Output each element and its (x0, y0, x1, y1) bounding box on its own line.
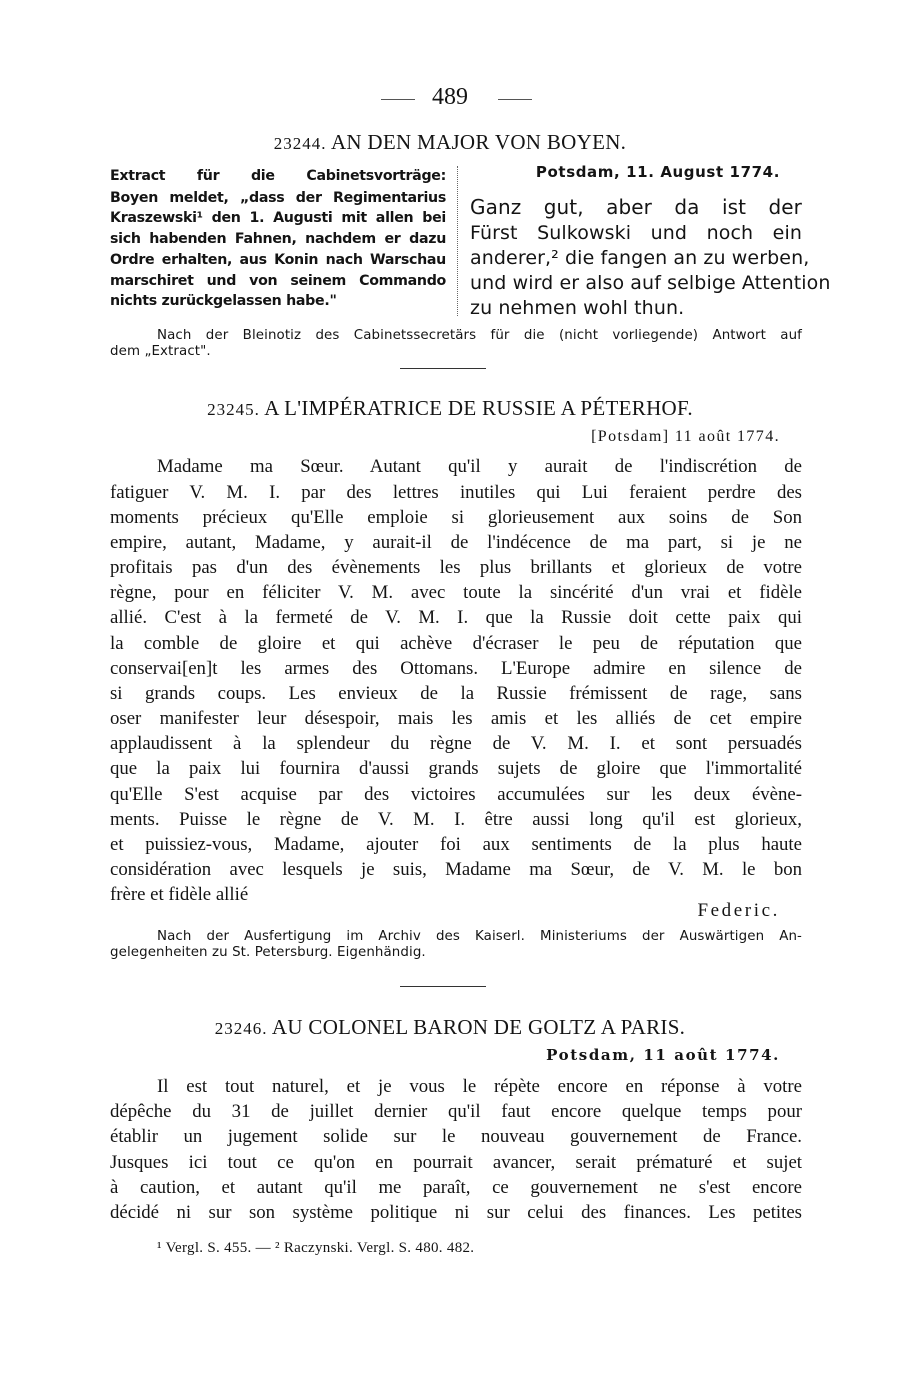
note-line: Nach der Ausfertigung im Archiv des Kaiserl. Ministeriums der Auswärtigen An- (157, 929, 802, 944)
section-number: 23244. (273, 134, 327, 153)
body-line: décidé ni sur son système politique ni sur celui des finances. Les petites (110, 1202, 802, 1223)
body-line: considération avec lesquels je suis, Madame ma Sœur, de V. M. le bon (110, 859, 802, 880)
body-line: empire, autant, Madame, y aurait-il de l'indécence de ma part, si je ne (110, 532, 802, 553)
note-line: gelegenheiten zu St. Petersburg. Eigenhändig. (110, 945, 426, 960)
letter-line: und wird er also auf selbige Attention (470, 272, 831, 294)
body-line: dépêche du 31 de juillet dernier qu'il faut encore quelque temps pour (110, 1101, 802, 1122)
extract-line: Kraszewski¹ den 1. Augusti mit allen bei (110, 210, 446, 226)
body-line: ments. Puisse le règne de V. M. I. être aussi long qu'il est glorieux, (110, 809, 802, 830)
body-line: applaudissent à la splendeur du règne de V. M. I. et sont persuadés (110, 733, 802, 754)
body-line: et puissiez-vous, Madame, ajouter foi aux sentiments de la plus haute (110, 834, 802, 855)
section-separator (400, 986, 486, 987)
extract-line: Ordre erhalten, aus Konin nach Warschau (110, 252, 446, 268)
section-heading-23244 (0, 130, 900, 155)
signature: Federic. (697, 900, 780, 921)
body-line: règne, pour en féliciter V. M. avec toute la sincérité d'un vrai et fidèle (110, 582, 802, 603)
note-line: dem „Extract". (110, 344, 211, 359)
extract-line: Boyen meldet, „dass der Regimentarius (110, 190, 446, 206)
section-heading-23246 (0, 1015, 900, 1040)
body-line: conservai[en]t les armes des Ottomans. L'Europe admire en silence de (110, 658, 802, 679)
page-number-rule-right (498, 99, 532, 100)
body-line: moments précieux qu'Elle emploie si glorieusement aux soins de Son (110, 507, 802, 528)
section-number: 23246. (214, 1019, 268, 1038)
footnote: ¹ Vergl. S. 455. — ² Raczynski. Vergl. S. 480. 482. (157, 1240, 475, 1256)
letter-line: anderer,² die fangen an zu werben, (470, 247, 810, 269)
section-number: 23245. (207, 400, 260, 419)
note-line: Nach der Bleinotiz des Cabinetssecretärs für die (nicht vorliegende) Antwort auf (157, 328, 802, 343)
page-number: 489 (432, 84, 468, 110)
body-line: profitais pas d'un des évènements les plus brillants et glorieux de votre (110, 557, 802, 578)
body-line: frère et fidèle allié (110, 884, 249, 905)
body-line: oser manifester leur désespoir, mais les amis et les alliés de cet empire (110, 708, 802, 729)
column-divider (457, 166, 458, 316)
body-line: établir un jugement solide sur le nouveau gouvernement de France. (110, 1126, 802, 1147)
extract-line: Extract für die Cabinetsvorträge: (110, 168, 446, 184)
dateline: Potsdam, 11. August 1774. (535, 163, 780, 181)
body-line: qu'Elle S'est acquise par des victoires accumulées sur les deux évène- (110, 784, 802, 805)
section-title: AN DEN MAJOR VON BOYEN. (330, 130, 627, 154)
body-line: à caution, et autant qu'il me paraît, ce gouvernement ne s'est encore (110, 1177, 802, 1198)
body-line: si grands coups. Les envieux de la Russie frémissent de rage, sans (110, 683, 802, 704)
letter-line: Fürst Sulkowski und noch ein (470, 222, 802, 244)
body-line: Jusques ici tout ce qu'on en pourrait avancer, serait prématuré et sujet (110, 1152, 802, 1173)
body-line: allié. C'est à la fermeté de V. M. I. que la Russie doit cette paix qui (110, 607, 802, 628)
extract-line: nichts zurückgelassen habe." (110, 293, 337, 309)
body-line: Il est tout naturel, et je vous le répète encore en réponse à votre (157, 1076, 802, 1097)
body-line: Madame ma Sœur. Autant qu'il y aurait de l'indiscrétion de (157, 456, 802, 477)
letter-line: zu nehmen wohl thun. (470, 297, 685, 319)
dateline: Potsdam, 11 août 1774. (546, 1046, 780, 1064)
extract-line: marschiret und von seinem Commando (110, 273, 446, 289)
body-line: que la paix lui fournira d'aussi grands sujets de gloire que l'immortalité (110, 758, 802, 779)
section-heading-23245 (0, 396, 900, 421)
body-line: fatiguer V. M. I. par des lettres inutiles qui Lui feraient perdre des (110, 482, 802, 503)
letter-line: Ganz gut, aber da ist der (470, 195, 802, 219)
section-separator (400, 368, 486, 369)
section-title: A L'IMPÉRATRICE DE RUSSIE A PÉTERHOF. (264, 396, 693, 420)
section-title: AU COLONEL BARON DE GOLTZ A PARIS. (271, 1015, 686, 1039)
dateline: [Potsdam] 11 août 1774. (591, 428, 780, 445)
body-line: la comble de gloire et qui achève d'écraser le peu de réputation que (110, 633, 802, 654)
extract-line: sich habenden Fahnen, nachdem er dazu (110, 231, 446, 247)
